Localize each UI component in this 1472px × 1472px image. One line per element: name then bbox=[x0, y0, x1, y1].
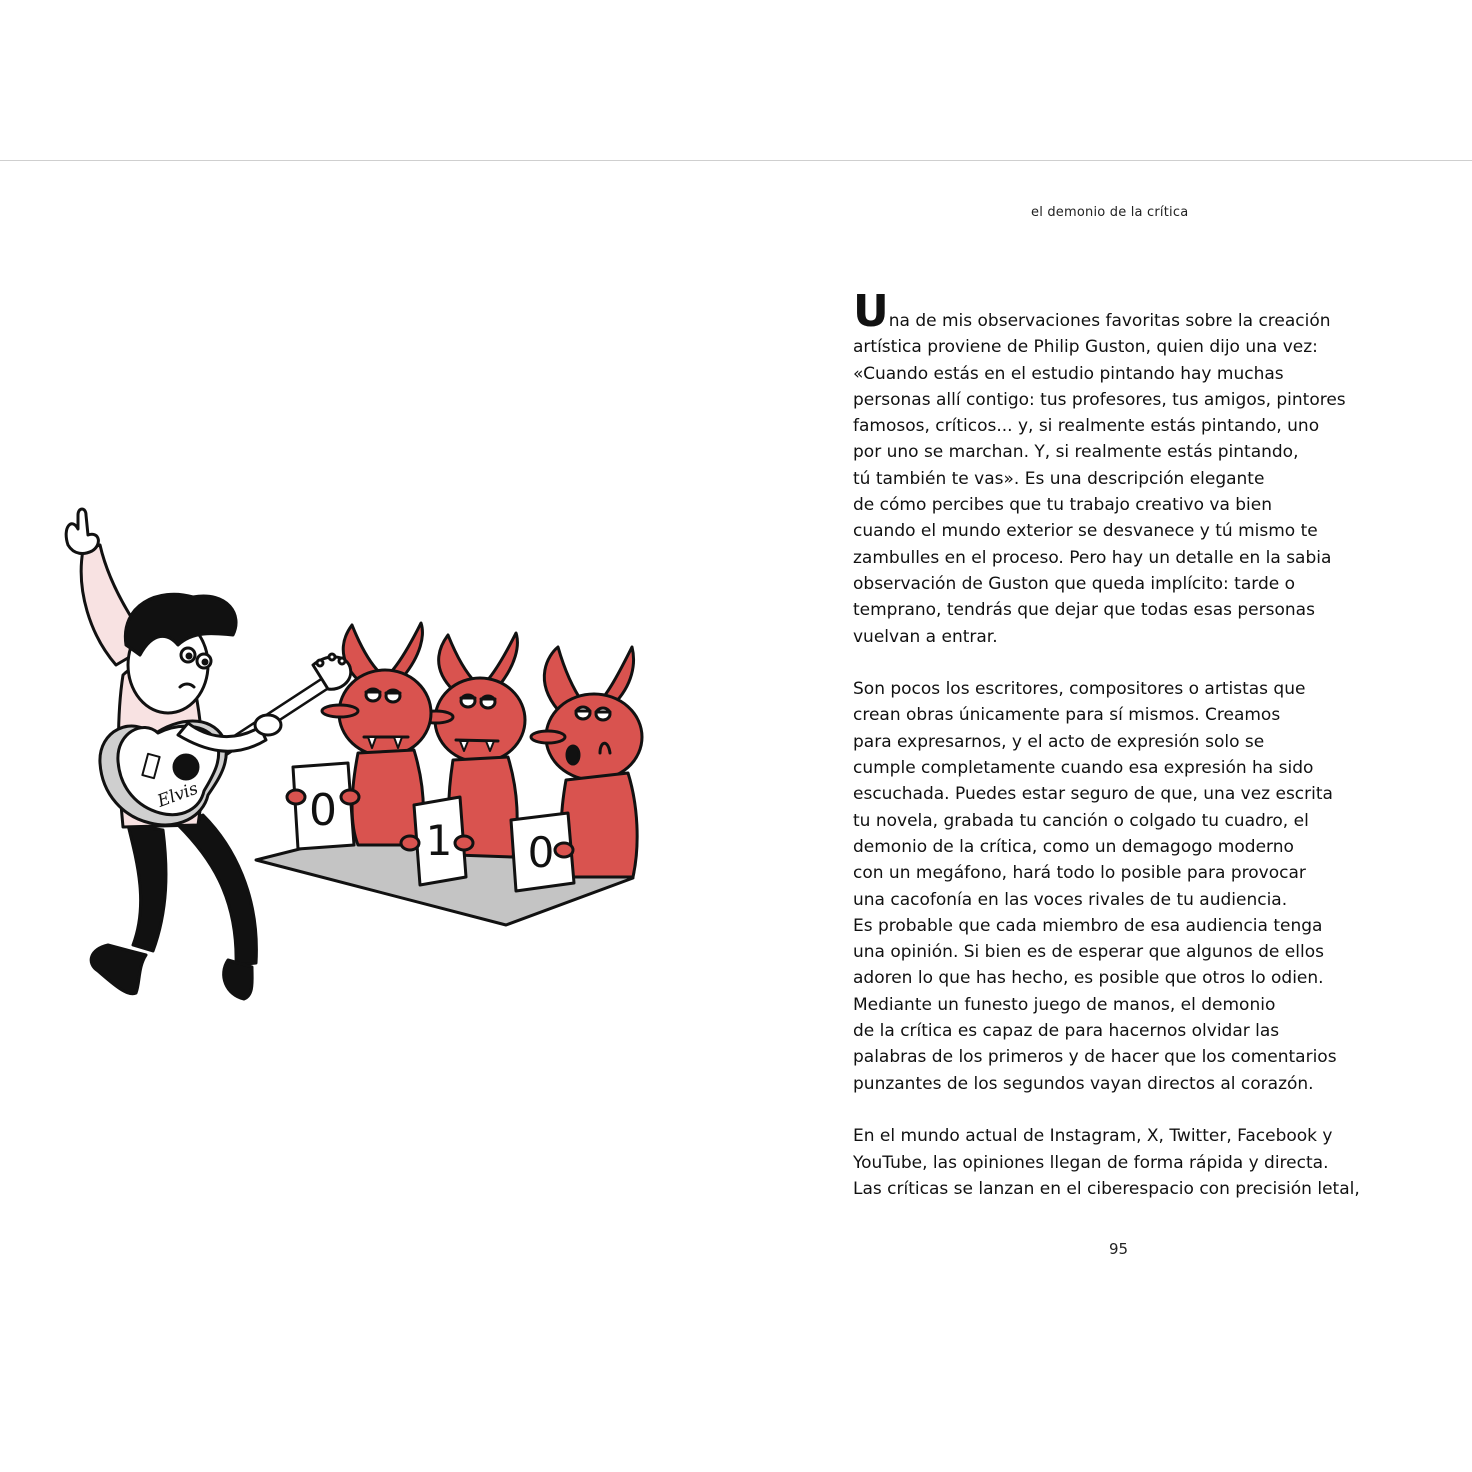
text-line: famosos, críticos... y, si realmente estás pintando, uno bbox=[853, 416, 1320, 437]
text-line: de cómo percibes que tu trabajo creativo va bien bbox=[853, 495, 1273, 516]
text-line: YouTube, las opiniones llegan de forma rápida y directa. bbox=[853, 1152, 1329, 1173]
text-line: demonio de la crítica, como un demagogo moderno bbox=[853, 836, 1294, 857]
scorecard-1 bbox=[287, 763, 359, 849]
running-head: el demonio de la crítica bbox=[1031, 205, 1189, 220]
illustration bbox=[28, 505, 668, 1015]
text-line: artística proviene de Philip Guston, quien dijo una vez: bbox=[853, 337, 1318, 358]
text-line-content: na de mis observaciones favoritas sobre la creación bbox=[888, 311, 1331, 331]
text-line: crean obras únicamente para sí mismos. Creamos bbox=[853, 705, 1281, 726]
text-line: cuando el mundo exterior se desvanece y tú mismo te bbox=[853, 521, 1318, 542]
text-line bbox=[853, 286, 1413, 337]
scorecard-3-value: 0 bbox=[527, 828, 555, 877]
text-line: palabras de los primeros y de hacer que los comentarios bbox=[853, 1047, 1337, 1068]
text-line: una opinión. Si bien es de esperar que algunos de ellos bbox=[853, 942, 1324, 963]
text-line: Son pocos los escritores, compositores o artistas que bbox=[853, 679, 1306, 700]
guitar-text: Elvis bbox=[154, 778, 201, 812]
text-line: Las críticas se lanzan en el ciberespacio con precisión letal, bbox=[853, 1178, 1360, 1199]
top-rule bbox=[0, 160, 1472, 161]
text-line: escuchada. Puedes estar seguro de que, una vez escrita bbox=[853, 784, 1333, 805]
text-line: de la crítica es capaz de para hacernos olvidar las bbox=[853, 1021, 1280, 1042]
text-line: para expresarnos, y el acto de expresión solo se bbox=[853, 731, 1265, 752]
scorecard-1-value: 0 bbox=[309, 785, 337, 836]
text-line: tu novela, grabada tu canción o colgado tu cuadro, el bbox=[853, 810, 1309, 831]
guitarist-head bbox=[125, 594, 236, 713]
paragraph-3 bbox=[853, 1123, 1413, 1202]
text-line: En el mundo actual de Instagram, X, Twitter, Facebook y bbox=[853, 1126, 1333, 1147]
text-line: vuelvan a entrar. bbox=[853, 626, 998, 647]
text-line: Es probable que cada miembro de esa audiencia tenga bbox=[853, 915, 1323, 936]
text-line: con un megáfono, hará todo lo posible para provocar bbox=[853, 863, 1306, 884]
guitarist-legs bbox=[91, 815, 256, 999]
guitarist-hand bbox=[66, 509, 98, 553]
text-line: una cacofonía en las voces rivales de tu audiencia. bbox=[853, 889, 1288, 910]
page-number: 95 bbox=[1109, 1240, 1129, 1258]
scorecard-3 bbox=[511, 813, 574, 891]
text-line: «Cuando estás en el estudio pintando hay muchas bbox=[853, 363, 1284, 384]
text-line: punzantes de los segundos vayan directos al corazón. bbox=[853, 1073, 1314, 1094]
text-line: por uno se marchan. Y, si realmente estás pintando, bbox=[853, 442, 1299, 463]
text-line: zambulles en el proceso. Pero hay un detalle en la sabia bbox=[853, 547, 1332, 568]
text-line: personas allí contigo: tus profesores, tus amigos, pintores bbox=[853, 389, 1346, 410]
text-line: tú también te vas». Es una descripción elegante bbox=[853, 468, 1265, 489]
paragraph-1 bbox=[853, 286, 1413, 650]
paragraph-2 bbox=[853, 676, 1413, 1097]
body-text bbox=[853, 286, 1413, 1228]
text-line: temprano, tendrás que dejar que todas esas personas bbox=[853, 600, 1315, 621]
scorecard-2-value: 1 bbox=[425, 816, 453, 865]
text-line: adoren lo que has hecho, es posible que otros lo odien. bbox=[853, 968, 1324, 989]
text-line: Mediante un funesto juego de manos, el demonio bbox=[853, 994, 1276, 1015]
text-line: observación de Guston que queda implícito: tarde o bbox=[853, 573, 1296, 594]
guitarist-fretting-hand bbox=[255, 715, 281, 735]
drop-cap: U bbox=[853, 286, 889, 337]
text-line: cumple completamente cuando esa expresión ha sido bbox=[853, 758, 1314, 779]
